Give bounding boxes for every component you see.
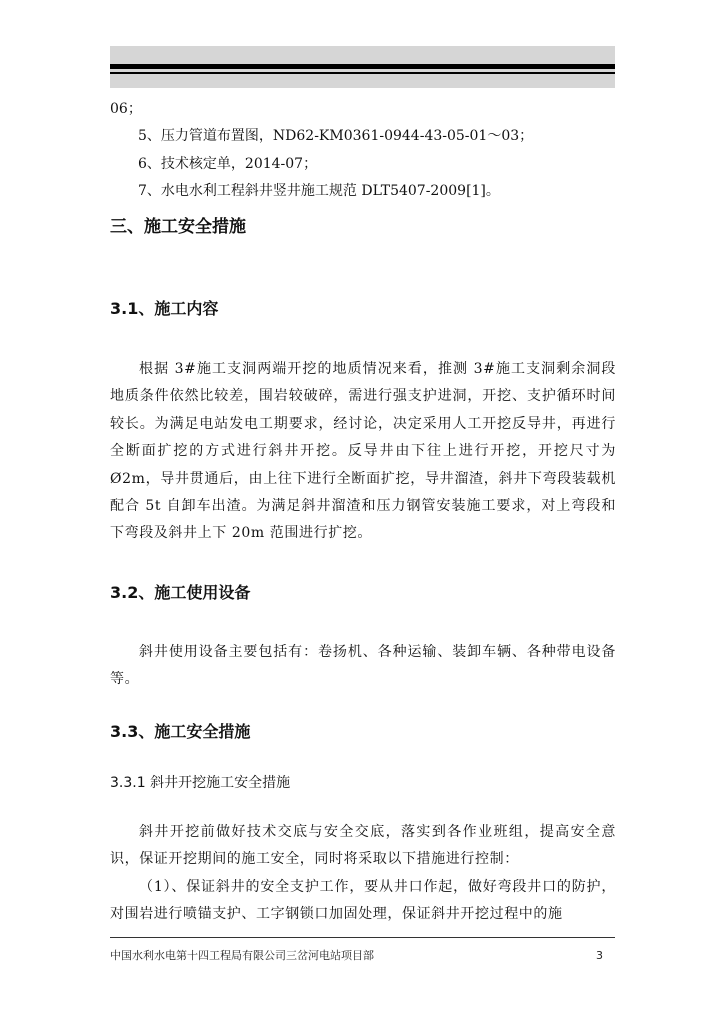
reference-item-7: 7、水电水利工程斜井竖井施工规范 DLT5407-2009[1]。 — [138, 183, 500, 199]
section-3-1-title: 3.1、施工内容 — [110, 299, 219, 318]
page-number: 3 — [596, 949, 603, 962]
section-3-3-1-paragraph-2: （1）、保证斜井的安全支护工作，要从井口作起，做好弯段井口的防护，对围岩进行喷锚支护、工字钢锁口加固处理，保证斜井开挖过程中的施 — [110, 879, 616, 923]
section-3-3-1-title: 3.3.1 斜井开挖施工安全措施 — [110, 775, 291, 791]
footer-rule — [110, 937, 615, 938]
section-3-2-paragraph: 斜井使用设备主要包括有：卷扬机、各种运输、装卸车辆、各种带电设备等。 — [110, 644, 616, 688]
section-3-3-title: 3.3、施工安全措施 — [110, 722, 251, 741]
section-3-title: 三、施工安全措施 — [110, 217, 246, 237]
section-3-2-title: 3.2、施工使用设备 — [110, 583, 251, 602]
header-rule-thin — [110, 72, 615, 74]
section-3-1-paragraph: 根据 3#施工支洞两端开挖的地质情况来看，推测 3#施工支洞剩余洞段地质条件依然比较差，围岩较破碎，需进行强支护进洞，开挖、支护循环时间较长。为满足电站发电工期要求，经讨论，决定采用人工开挖反导井，再进行全断面扩挖的方式进行斜井开挖。反导井由下往上进行开挖，开挖尺寸为Ø2m，导井贯通后，由上往下进行全断面扩挖，导井溜渣，斜井下弯段装载机配合 5t 自卸车出渣。为满足斜井溜渣和压力钢管安装施工要求，对上弯段和下弯段及斜井上下 20m 范围进行扩挖。 — [110, 361, 616, 542]
section-3-3-1-paragraph-1: 斜井开挖前做好技术交底与安全交底，落实到各作业班组，提高安全意识，保证开挖期间的施工安全，同时将采取以下措施进行控制： — [110, 824, 616, 868]
footer-organization: 中国水利水电第十四工程局有限公司三岔河电站项目部 — [110, 949, 374, 962]
reference-continuation: 06； — [110, 101, 142, 117]
header-rule-thick — [110, 64, 615, 69]
reference-item-5: 5、压力管道布置图，ND62-KM0361-0944-43-05-01～03； — [138, 128, 534, 144]
reference-item-6: 6、技术核定单，2014-07； — [138, 156, 318, 172]
